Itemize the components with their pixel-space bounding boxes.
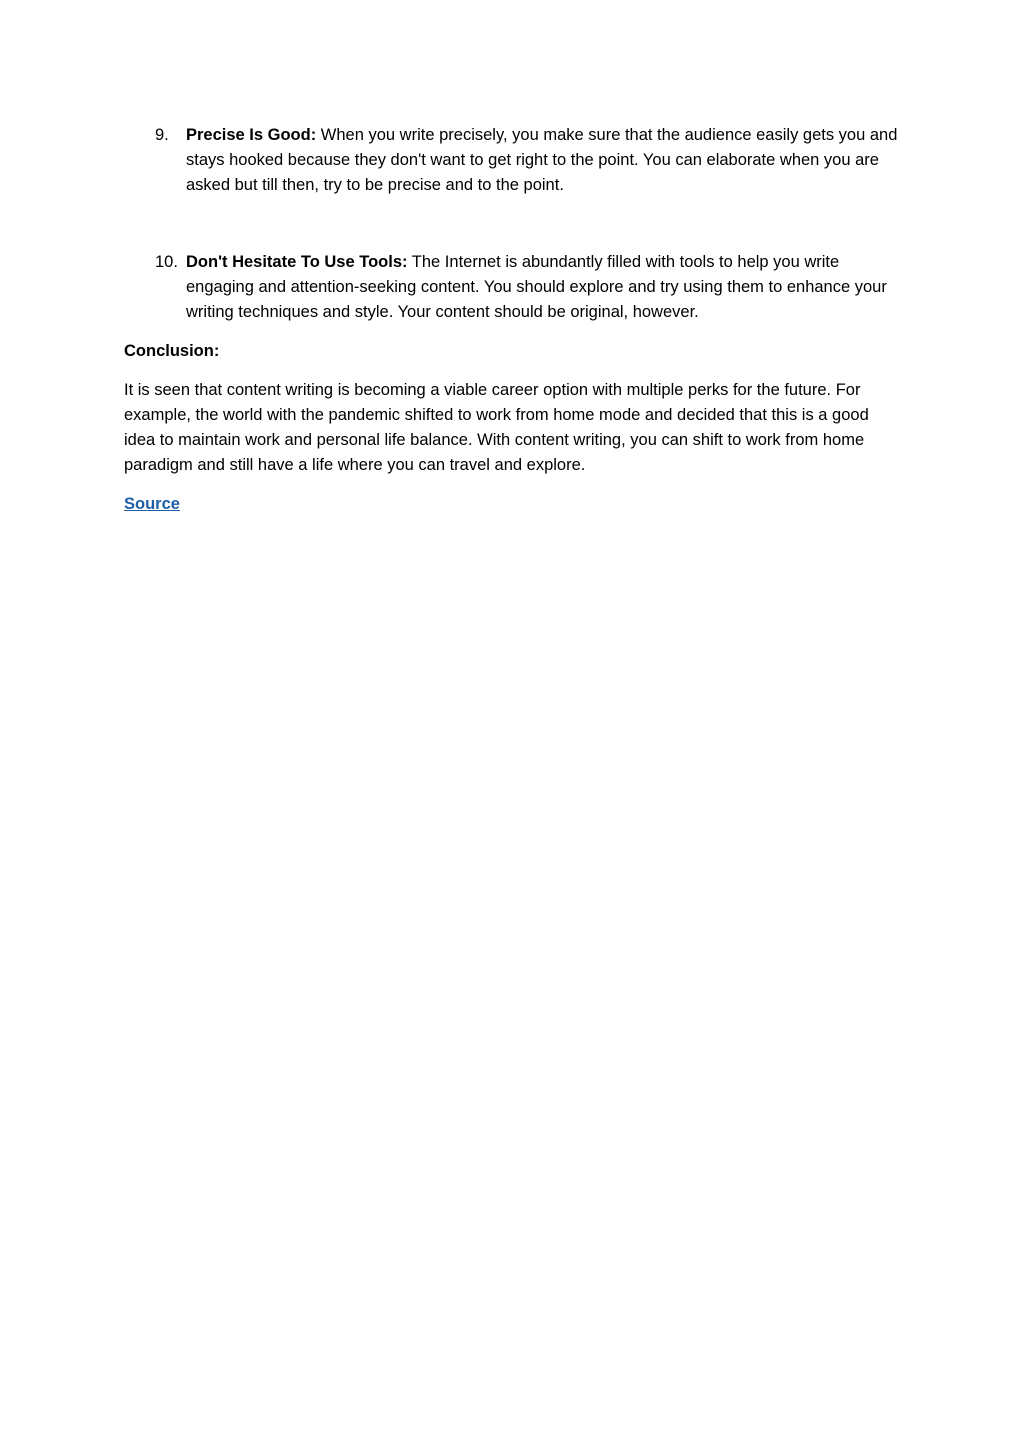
list-item-10 xyxy=(124,250,904,325)
conclusion-paragraph: It is seen that content writing is becoming a viable career option with multiple perks for the future. For example, the world with the pandemic shifted to work from home mode and decided that this is a good idea to maintain work and personal life balance. With content writing, you can shift to work from home paradigm and still have a life where you can travel and explore. xyxy=(124,381,869,474)
list-item-title: Don't Hesitate To Use Tools: xyxy=(186,253,408,271)
list-item-text: The Internet is abundantly filled with tools to help you write engaging and attention-seeking content. You should explore and try using them to enhance your writing techniques and style. Your content should be original, however. xyxy=(186,253,887,321)
conclusion-heading: Conclusion: xyxy=(124,342,220,360)
list-number: 9. xyxy=(155,126,169,144)
list-item-9 xyxy=(124,123,904,198)
list-item-text: When you write precisely, you make sure that the audience easily gets you and stays hooked because they don't want to get right to the point. You can elaborate when you are asked but till then, try to be precise and to the point. xyxy=(186,126,898,194)
document-content xyxy=(124,123,904,517)
list-item-title: Precise Is Good: xyxy=(186,126,317,144)
source-link[interactable]: Source xyxy=(124,495,180,513)
list-number: 10. xyxy=(155,253,178,271)
list-item-body xyxy=(186,123,904,198)
list-item-body xyxy=(186,250,904,325)
